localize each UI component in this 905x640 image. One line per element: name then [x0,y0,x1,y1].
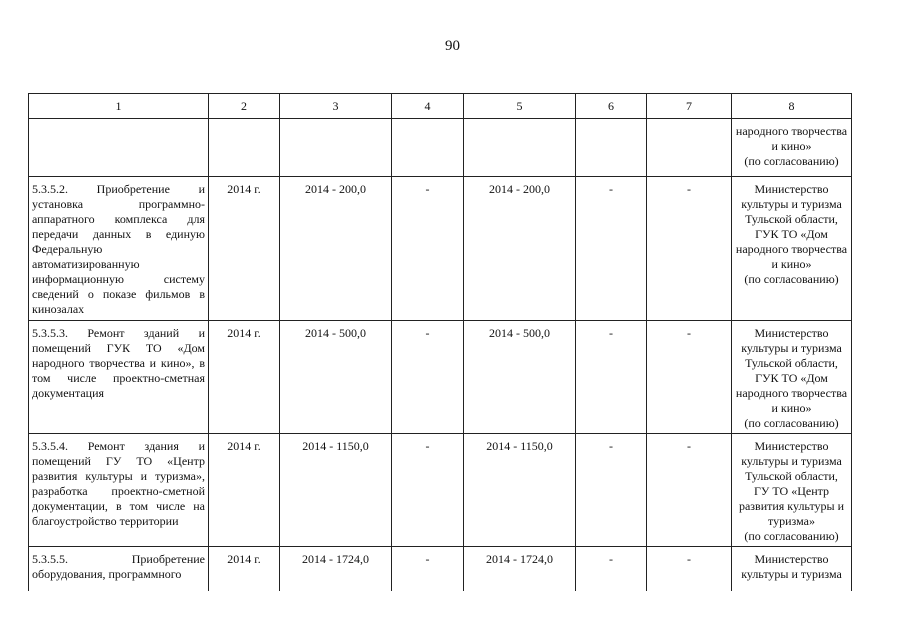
activity-cell [29,119,209,177]
funding-col4-cell: - [392,434,464,547]
header-cell: 3 [280,94,392,119]
executor-line: ГУ ТО «Центр [753,484,830,498]
total-funding-cell: 2014 - 500,0 [280,321,392,434]
executor-line: культуры и туризма [741,454,842,468]
funding-col4-cell: - [392,177,464,321]
funding-col7-cell: - [647,321,732,434]
deadline-cell: 2014 г. [209,547,280,592]
funding-col4-cell [392,119,464,177]
funding-col6-cell: - [576,321,647,434]
executor-cell [732,434,852,547]
executor-line: Министерство [754,326,829,340]
executor-line: культуры и туризма [741,197,842,211]
deadline-cell: 2014 г. [209,434,280,547]
total-funding-cell: 2014 - 1150,0 [280,434,392,547]
funding-col5-cell [464,119,576,177]
executor-line: народного творчества [735,386,848,400]
activity-cell: 5.3.5.2. Приобретение и установка программно-аппаратного комплекса для передачи данных в единую Федеральную автоматизированную информационную систему сведений о показе фильмов в кинозалах [29,177,209,321]
executor-line: (по согласованию) [744,416,839,430]
table-header-row [29,94,852,119]
executor-line: народного творчества [735,242,848,256]
funding-col5-cell: 2014 - 1150,0 [464,434,576,547]
executor-cell [732,177,852,321]
executor-line: ГУК ТО «Дом [755,227,828,241]
executor-line: и кино» [771,139,812,153]
executor-line: культуры и туризма [741,567,842,581]
executor-cell [732,321,852,434]
activity-cell: 5.3.5.3. Ремонт зданий и помещений ГУК ТО «Дом народного творчества и кино», в том числе проектно-сметная документация [29,321,209,434]
header-cell: 2 [209,94,280,119]
header-cell: 1 [29,94,209,119]
activity-cell: 5.3.5.5. Приобретение оборудования, программного [29,547,209,592]
funding-col4-cell: - [392,547,464,592]
header-cell: 7 [647,94,732,119]
header-cell: 6 [576,94,647,119]
executor-cell [732,547,852,592]
plan-table [28,93,852,591]
table-row [29,119,852,177]
funding-col6-cell: - [576,434,647,547]
executor-line: народного творчества [735,124,848,138]
executor-line: Тульской области, [745,469,838,483]
funding-col6-cell: - [576,547,647,592]
deadline-cell [209,119,280,177]
executor-line: Министерство [754,552,829,566]
funding-col7-cell: - [647,177,732,321]
total-funding-cell: 2014 - 1724,0 [280,547,392,592]
table-row [29,321,852,434]
table-row [29,177,852,321]
executor-line: и кино» [771,257,812,271]
deadline-cell: 2014 г. [209,177,280,321]
funding-col7-cell [647,119,732,177]
funding-col5-cell: 2014 - 200,0 [464,177,576,321]
header-cell: 4 [392,94,464,119]
executor-line: и кино» [771,401,812,415]
executor-line: ГУК ТО «Дом [755,371,828,385]
executor-line: (по согласованию) [744,272,839,286]
executor-line: культуры и туризма [741,341,842,355]
header-cell: 8 [732,94,852,119]
page-number: 90 [445,38,460,54]
funding-col5-cell: 2014 - 1724,0 [464,547,576,592]
executor-line: Тульской области, [745,356,838,370]
header-cell: 5 [464,94,576,119]
funding-col6-cell [576,119,647,177]
executor-cell [732,119,852,177]
executor-line: (по согласованию) [744,154,839,168]
funding-col7-cell: - [647,434,732,547]
executor-line: Министерство [754,439,829,453]
executor-line: развития культуры и [738,499,845,513]
funding-col7-cell: - [647,547,732,592]
executor-line: Министерство [754,182,829,196]
funding-col6-cell: - [576,177,647,321]
activity-cell: 5.3.5.4. Ремонт здания и помещений ГУ ТО «Центр развития культуры и туризма», разработка проектно-сметной документации, в том числе на благоустройство территории [29,434,209,547]
executor-line: Тульской области, [745,212,838,226]
funding-col5-cell: 2014 - 500,0 [464,321,576,434]
deadline-cell: 2014 г. [209,321,280,434]
executor-line: (по согласованию) [744,529,839,543]
funding-col4-cell: - [392,321,464,434]
table-row [29,547,852,592]
executor-line: туризма» [768,514,815,528]
total-funding-cell: 2014 - 200,0 [280,177,392,321]
total-funding-cell [280,119,392,177]
table-row [29,434,852,547]
